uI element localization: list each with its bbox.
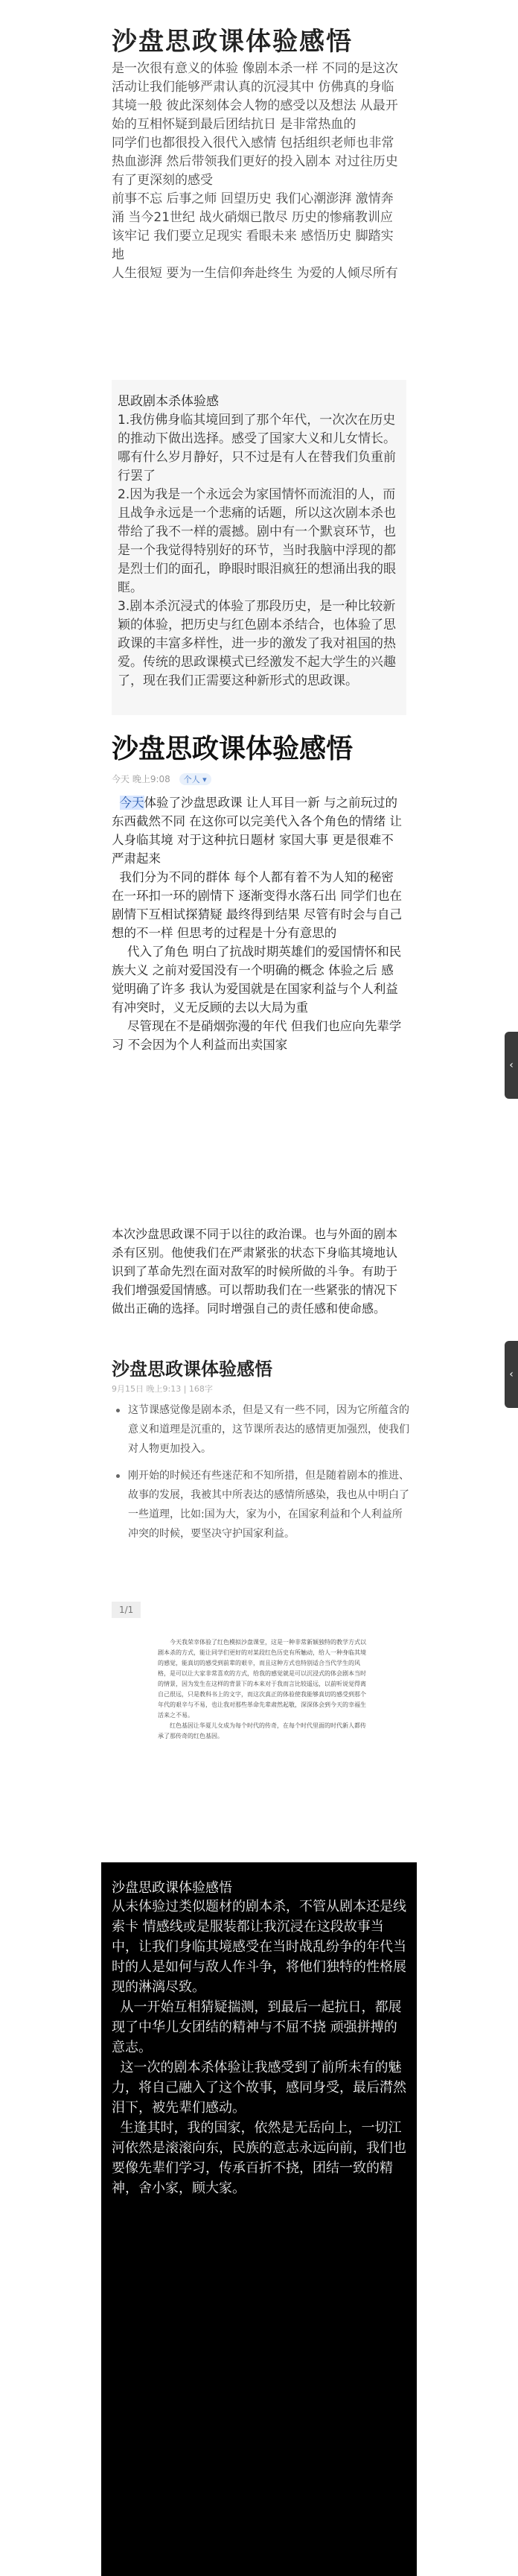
note-paragraph (112, 1017, 403, 1054)
list-item: 这节课感觉像是剧本杀，但是又有一些不同，因为它所蕴含的意义和道理是沉重的，这节课所表达的感情更加强烈，使我们对人物更加投入。 (112, 1400, 409, 1459)
note-paragraph-text: 尽管现在不是硝烟弥漫的年代 但我们也应向先辈学习 不会因为个人利益而出卖国家 (112, 1019, 402, 1052)
note-title: 沙盘思政课体验感悟 (112, 1359, 272, 1380)
chevron-left-icon: ‹ (509, 1368, 514, 1380)
note-date: 今天 晚上9:08 (112, 774, 170, 784)
note-paragraph: 本次沙盘思政课不同于以往的政治课。也与外面的剧本杀有区别。他使我们在严肃紧张的状态下身临其境地认识到了革命先烈在面对敌军的时候所做的斗争。有助于我们增强爱国情感。可以帮助我们在一些紧张的情况下做出正确的选择。同时增强自己的责任感和使命感。 (112, 1227, 398, 1316)
note-paragraph: 前事不忘 后事之师 回望历史 我们心潮澎湃 激情奔涌 当今21世纪 战火硝烟已散尽 历史的惨痛教训应该牢记 我们要立足现实 看眼未来 感悟历史 脚踏实地 (112, 191, 394, 262)
note-paragraph-text: 从一开始互相猜疑揣测，到最后一起抗日，都展现了中华儿女团结的精神与不屈不挠 顽强拼搏的意志。 (112, 1999, 402, 2055)
note-title: 沙盘思政课体验感悟 (112, 1880, 232, 1896)
note-tag[interactable]: 个人 ▾ (179, 773, 211, 785)
note-paragraph: 从未体验过类似题材的剧本杀，不管从剧本还是线索卡 情感线或是服装都让我沉浸在这段故事当中，让我们身临其境感受在当时战乱纷争的年代当时的人是如何与敌人作斗争，将他们独特的性格展现的淋漓尽致。 (112, 1899, 406, 1995)
note-paragraph: 同学们也都很投入很代入感情 包括组织老师也非常热血澎湃 然后带领我们更好的投入剧本 对过往历史有了更深刻的感受 (112, 136, 398, 188)
note-meta: 9月15日 晚上9:13 | 168字 (112, 1384, 213, 1394)
note-section-2 (0, 380, 518, 715)
note-paragraph-text: 这一次的剧本杀体验让我感受到了前所未有的魅力，将自己融入了这个故事，感同身受，最后潸然泪下，被先辈们感动。 (112, 2060, 406, 2116)
note-section-1 (0, 0, 518, 372)
document-paragraph: 红色基因让华夏儿女成为每个时代的传奇，在每个时代里面的时代新人都传承了那传奇的红色基因。 (158, 1722, 366, 1739)
note-paragraph: 2.因为我是一个永远会为家国情怀而流泪的人，而且战争永远是一个悲痛的话题，所以这次剧本杀也带给了我不一样的震撼。剧中有一个默哀环节，也是一个我觉得特别好的环节，当时我脑中浮现的都是烈士们的面孔，睁眼时眼泪疯狂的想涌出我的眼眶。 (118, 487, 396, 595)
note-paragraph: 是一次很有意义的体验 像剧本杀一样 不同的是这次活动让我们能够严肃认真的沉浸其中 仿佛真的身临其境一般 彼此深刻体会人物的感受以及想法 从最开始的互相怀疑到最后团结抗日 是非常热血的 (112, 61, 398, 132)
note-body[interactable] (112, 793, 403, 1054)
document-paragraph: 今天我荣幸体验了红色模拟沙盘课堂，这是一种非常新颖独特的教学方式以剧本杀的方式，能让同学们更好的对某段红色历史有所触动，给人一种身临其境的感觉，能真切的感受到前辈的艰辛，而且这种方式也特别适合当代学生的风格，是可以让大家非常喜欢的方式，给我的感觉就是可以沉浸式的体会剧本当时的情景，因为发生在这样的背景下的本来对于我而言比较遥远，以前听说觉得离自己很远，只是教科书上的文字，而这次真正的体验使我能够真切的感受到那个年代的艰辛与不易，也让我对那些革命先辈肃然起敬，深深体会到今天的幸福生活来之不易。 (158, 1639, 366, 1719)
note-meta (112, 773, 211, 785)
note-paragraph-text: 生逢其时，我的国家，依然是无岳向上，一切江河依然是滚滚向东，民族的意志永远向前，我们也要像先辈们学习，传承百折不挠，团结一致的精神，舍小家，顾大家。 (112, 2120, 406, 2196)
note-paragraph (112, 942, 403, 1017)
collapse-sidebar-handle[interactable] (505, 1341, 518, 1408)
note-paragraph (112, 793, 403, 868)
note-title: 沙盘思政课体验感悟 (112, 27, 353, 57)
note-body (112, 1225, 403, 1318)
note-body (118, 411, 400, 691)
note-section-7 (0, 1862, 518, 2576)
note-paragraph (112, 2118, 408, 2198)
note-paragraph-text: 代入了角色 明白了抗战时期英雄们的爱国情怀和民族大义 之前对爱国没有一个明确的概念 体验之后 感觉明确了许多 我认为爱国就是在国家利益与个人利益有冲突时，义无反顾的去以大局为重 (112, 945, 402, 1015)
note-paragraph: 1.我仿佛身临其境回到了那个年代，一次次在历史的推动下做出选择。感受了国家大义和儿女情长。哪有什么岁月静好，只不过是有人在替我们负重前行罢了 (118, 413, 396, 483)
note-paragraph (112, 1997, 408, 2058)
note-section-3 (0, 719, 518, 1196)
note-paragraph-text: 体验了沙盘思政课 让人耳目一新 与之前玩过的东西截然不同 在这你可以完美代入各个角色的情绪 让人身临其境 对于这种抗日题材 家国大事 更是很难不严肃起来 (112, 796, 402, 866)
bullet-list (112, 1400, 409, 1551)
chevron-left-icon: ‹ (509, 1059, 514, 1071)
note-title: 思政剧本杀体验感 (118, 394, 219, 409)
document-page (158, 1637, 369, 1891)
note-paragraph (112, 2058, 408, 2118)
note-paragraph: 3.剧本杀沉浸式的体验了那段历史，是一种比较新颖的体验，把历史与红色剧本杀结合，也体验了思政课的丰富多样性，进一步的激发了我对祖国的热爱。传统的思政课模式已经激发不起大学生的兴趣了，现在我们正需要这种新形式的思政课。 (118, 599, 396, 688)
collapse-sidebar-handle[interactable] (505, 1032, 518, 1099)
page-indicator: 1/1 (112, 1602, 141, 1618)
note-paragraph: 人生很短 要为一生信仰奔赴终生 为爱的人倾尽所有 (112, 266, 398, 281)
note-paragraph-text: 我们分为不同的群体 每个人都有着不为人知的秘密 在一环扣一环的剧情下 逐渐变得水落石出 同学们也在剧情下互相试探猜疑 最终得到结果 尽管有时会与自己想的不一样 但思考的过程是十分有意思的 (112, 870, 402, 940)
note-tag-label: 个人 (183, 775, 200, 784)
note-body (112, 1897, 408, 2198)
list-item: 刚开始的时候还有些迷茫和不知所措，但是随着剧本的推进、故事的发展，我被其中所表达的感情所感染，我也从中明白了一些道理，比如:国为大，家为小，在国家利益和个人利益所冲突的时候，要坚决守护国家利益。 (112, 1466, 409, 1544)
note-body (112, 60, 402, 283)
text-highlight: 今天 (119, 796, 144, 810)
note-paragraph (112, 868, 403, 942)
note-title: 沙盘思政课体验感悟 (112, 734, 354, 764)
